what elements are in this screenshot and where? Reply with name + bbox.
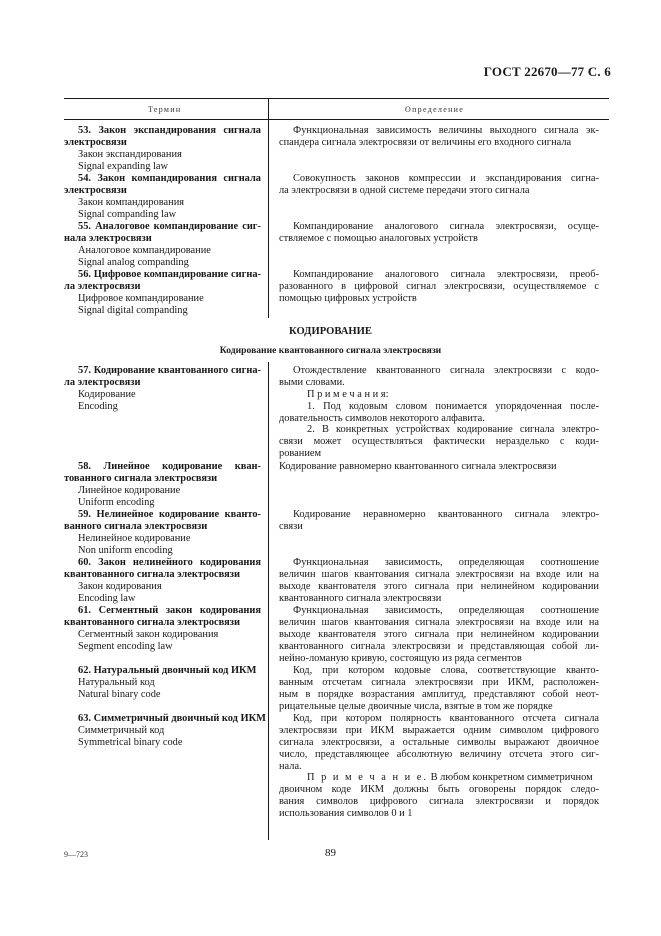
term-english: Non uniform encoding bbox=[78, 544, 173, 556]
definition-text: Компандирование аналогового сигнала электросвязи, преоб- bbox=[293, 269, 599, 280]
note-text: вания символов цифрового сигнала электросвязи и порядок bbox=[279, 796, 599, 808]
definition-text: ла электросвязи в одной системе передачи этого сигнала bbox=[279, 184, 530, 196]
term-title-cont: электросвязи bbox=[64, 184, 127, 196]
definition-text: ным в порядке возрастания амплитуд, представляют собой неот- bbox=[279, 688, 599, 700]
term-short: Аналоговое компандирование bbox=[78, 244, 211, 256]
term-short: Кодирование bbox=[78, 388, 136, 400]
note-label: П р и м е ч а н и я: bbox=[307, 388, 389, 400]
term-title: 60. Закон нелинейного кодирования bbox=[78, 557, 261, 568]
term-title-cont: ла электросвязи bbox=[64, 376, 141, 388]
definition-text: квантованного сигнала электросвязи bbox=[279, 592, 442, 604]
term-title-cont: тованного сигнала электросвязи bbox=[64, 472, 218, 484]
term-title: 53. Закон экспандирования сигнала bbox=[78, 125, 261, 136]
term-title: 56. Цифровое компандирование сигна- bbox=[78, 269, 261, 280]
term-55 bbox=[64, 221, 261, 269]
term-short: Симметричный код bbox=[78, 724, 165, 736]
note-label: П р и м е ч а н и е. bbox=[307, 772, 428, 784]
definition-text: величин шагов квантования сигнала электросвязи на входе или на bbox=[279, 616, 599, 628]
definition-text: помощью цифровых устройств bbox=[279, 292, 417, 304]
definition-text: Функциональная зависимость, определяющая соотношение bbox=[293, 605, 599, 616]
term-short: Линейное кодирование bbox=[78, 484, 181, 496]
term-title: 62. Натуральный двоичный код ИКМ bbox=[78, 665, 257, 676]
definition-53 bbox=[279, 125, 599, 149]
note-text: связи может осуществляться фактически неразделько с коди- bbox=[279, 436, 599, 448]
definition-61 bbox=[279, 605, 599, 664]
term-title: 55. Аналоговое компандирование сиг- bbox=[78, 221, 261, 232]
definition-text: рицательные целые двоичные числа, взятые в том же порядке bbox=[279, 700, 553, 712]
printing-code: 9—723 bbox=[64, 850, 88, 859]
table-header-rule bbox=[64, 119, 609, 120]
term-title: 63. Симметричный двоичный код ИКМ bbox=[78, 713, 266, 724]
term-53 bbox=[64, 125, 261, 173]
definition-text: Отождествление квантованного сигнала электросвязи с кодо- bbox=[293, 365, 599, 376]
table-top-rule bbox=[64, 98, 609, 99]
term-59 bbox=[64, 509, 261, 557]
term-61 bbox=[64, 605, 261, 653]
term-english: Encoding law bbox=[78, 592, 136, 604]
definition-text: ванным отсчетам сигнала электросвязи при ИКМ, расположен- bbox=[279, 676, 599, 688]
page-number: 89 bbox=[325, 847, 336, 859]
definition-text: число, представляющее абсолютную величину отсчета этого сиг- bbox=[279, 748, 599, 760]
note-text: довательность символов некоторого алфавита. bbox=[279, 412, 485, 424]
term-56 bbox=[64, 269, 261, 317]
definition-text: Совокупность законов компрессии и экспандирования сигна- bbox=[293, 173, 599, 184]
term-short: Нелинейное кодирование bbox=[78, 532, 191, 544]
definition-text: спандера сигнала электросвязи от величины его входного сигнала bbox=[279, 136, 572, 148]
term-62 bbox=[64, 665, 261, 701]
term-short: Натуральный код bbox=[78, 676, 155, 688]
definition-55 bbox=[279, 221, 599, 245]
definition-text: нейно-ломаную кривую, состоящую из ряда сегментов bbox=[279, 652, 522, 664]
term-english: Signal companding law bbox=[78, 208, 177, 220]
term-title: 59. Нелинейное кодирование кванто- bbox=[78, 509, 261, 520]
term-title: 57. Кодирование квантованного сигна- bbox=[78, 365, 261, 376]
definition-62 bbox=[279, 665, 599, 713]
term-title: 61. Сегментный закон кодирования bbox=[78, 605, 261, 616]
document-code: ГОСТ 22670—77 С. 6 bbox=[483, 64, 611, 79]
note-text: использования символов 0 и 1 bbox=[279, 808, 413, 820]
note-line bbox=[279, 772, 599, 784]
definition-59 bbox=[279, 509, 599, 533]
note-text: двоичном коде ИКМ должны быть оговорены порядок следо- bbox=[279, 784, 599, 796]
term-english: Signal digital companding bbox=[78, 304, 188, 316]
definition-text: выходе квантователя этого сигнала при нелинейном кодировании bbox=[279, 628, 599, 640]
definition-text: Функциональная зависимость, определяющая соотношение bbox=[293, 557, 599, 568]
note-text: В любом конкретном симметричном bbox=[430, 772, 593, 784]
definition-text: разованного в цифровой сигнал электросвязи, осуществляемое с bbox=[279, 280, 599, 292]
term-short: Закон компандирования bbox=[78, 196, 185, 208]
definition-text: квантованного сигнала электросвязи и представляющая собой ли- bbox=[279, 640, 599, 652]
term-title-cont: ванного сигнала электросвязи bbox=[64, 520, 208, 532]
definition-text: Код, при котором полярность квантованного отсчета сигнала bbox=[293, 713, 599, 724]
term-63 bbox=[64, 713, 266, 749]
term-short: Закон кодирования bbox=[78, 580, 162, 592]
definition-56 bbox=[279, 269, 599, 305]
term-60 bbox=[64, 557, 261, 605]
definition-58 bbox=[279, 461, 599, 473]
term-english: Signal expanding law bbox=[78, 160, 169, 172]
definition-text: выми словами. bbox=[279, 376, 345, 388]
definition-text: сигнала электросвязи, а остальные символы выражают двоичное bbox=[279, 736, 599, 748]
term-title-cont: ла электросвязи bbox=[64, 280, 141, 292]
definition-text: Кодирование равномерно квантованного сигнала электросвязи bbox=[279, 461, 557, 472]
definition-text: Код, при котором кодовые слова, соответствующие кванто- bbox=[293, 665, 599, 676]
term-english: Uniform encoding bbox=[78, 496, 155, 508]
definition-text: электросвязи при ИКМ выражается одним символом цифрового bbox=[279, 724, 599, 736]
column-header-terms: Термин bbox=[148, 105, 182, 114]
note-text: 1. Под кодовым словом понимается упорядоченная после- bbox=[307, 400, 599, 412]
term-english: Encoding bbox=[78, 400, 118, 412]
term-title: 54. Закон компандирования сигнала bbox=[78, 173, 261, 184]
term-title-cont: квантованного сигнала электросвязи bbox=[64, 616, 240, 628]
term-title: 58. Линейное кодирование кван- bbox=[78, 461, 261, 472]
term-title-cont: электросвязи bbox=[64, 136, 127, 148]
definition-text: связи bbox=[279, 520, 303, 532]
subsection-title: Кодирование квантованного сигнала электросвязи bbox=[219, 345, 442, 356]
term-english: Signal analog companding bbox=[78, 256, 189, 268]
definition-text: Функциональная зависимость величины выходного сигнала эк- bbox=[293, 125, 599, 136]
definition-text: Кодирование неравномерно квантованного сигнала электро- bbox=[293, 509, 599, 520]
definition-text: величин шагов квантования сигнала электросвязи на входе или на bbox=[279, 568, 599, 580]
column-header-definition: Определение bbox=[405, 105, 465, 114]
definition-text: Компандирование аналогового сигнала электросвязи, осуще- bbox=[293, 221, 599, 232]
definition-54 bbox=[279, 173, 599, 197]
term-57 bbox=[64, 365, 261, 413]
definition-57 bbox=[279, 365, 599, 460]
term-short: Закон экспандирования bbox=[78, 148, 182, 160]
term-english: Symmetrical binary code bbox=[78, 736, 183, 748]
definition-text: нала. bbox=[279, 760, 302, 772]
definition-text: выходе квантователя этого сигнала при нелинейном кодировании bbox=[279, 580, 599, 592]
definition-text: ствляемое с помощью аналоговых устройств bbox=[279, 232, 478, 244]
column-divider-bottom bbox=[268, 362, 269, 840]
definition-63 bbox=[279, 713, 599, 820]
column-divider-top bbox=[268, 98, 269, 318]
term-short: Сегментный закон кодирования bbox=[78, 628, 219, 640]
term-title-cont: нала электросвязи bbox=[64, 232, 152, 244]
term-54 bbox=[64, 173, 261, 221]
term-english: Natural binary code bbox=[78, 688, 161, 700]
term-title-cont: квантованного сигнала электросвязи bbox=[64, 568, 240, 580]
section-title: КОДИРОВАНИЕ bbox=[289, 326, 372, 337]
term-english: Segment encoding law bbox=[78, 640, 173, 652]
note-text: 2. В конкретных устройствах кодирование сигнала электро- bbox=[307, 424, 599, 436]
definition-60 bbox=[279, 557, 599, 605]
term-58 bbox=[64, 461, 261, 509]
note-text: рованием bbox=[279, 448, 322, 460]
term-short: Цифровое компандирование bbox=[78, 292, 204, 304]
